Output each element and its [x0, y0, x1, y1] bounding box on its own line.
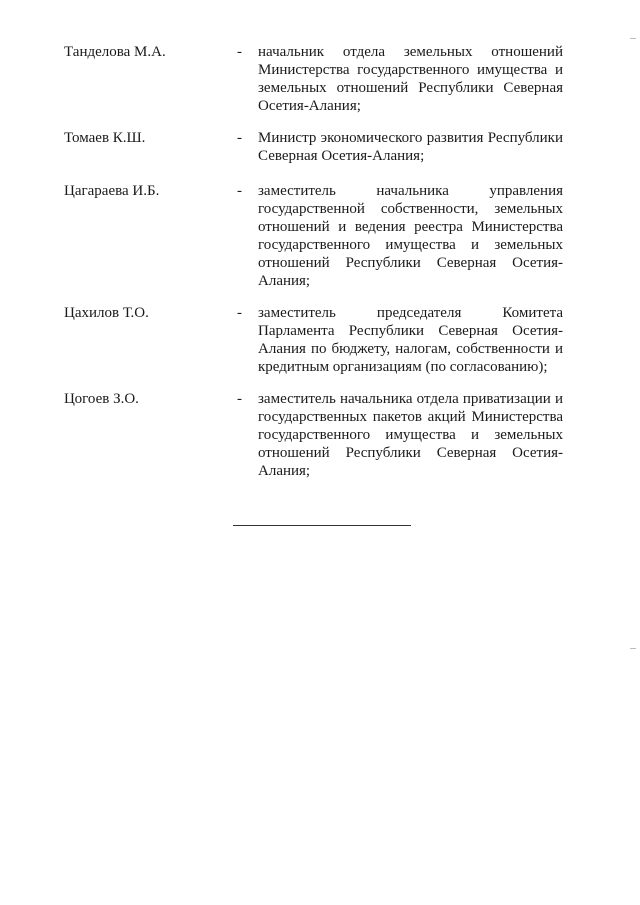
member-name: Цогоев З.О.: [64, 391, 139, 407]
member-dash: -: [237, 130, 242, 146]
member-dash: -: [237, 44, 242, 60]
member-name: Цагараева И.Б.: [64, 183, 160, 199]
member-position: заместитель начальника управления государственной собственности, земельных отношений и ведения реестра Министерства государственного имущества и земельных отношений Республики Северная Осетия-Алания;: [258, 183, 563, 289]
member-position: заместитель председателя Комитета Парламента Республики Северная Осетия-Алания по бюджету, налогам, собственности и кредитным организациям (по согласованию);: [258, 305, 563, 375]
member-position: заместитель начальника отдела приватизации и государственных пакетов акций Министерства государственного имущества и земельных отношений Республики Северная Осетия-Алания;: [258, 391, 563, 479]
member-name: Цахилов Т.О.: [64, 305, 149, 321]
scan-edge-mark: [630, 648, 636, 649]
member-dash: -: [237, 305, 242, 321]
member-name: Танделова М.А.: [64, 44, 166, 60]
member-dash: -: [237, 183, 242, 199]
scan-edge-mark: [630, 38, 636, 39]
member-dash: -: [237, 391, 242, 407]
member-name: Томаев К.Ш.: [64, 130, 146, 146]
member-position: Министр экономического развития Республики Северная Осетия-Алания;: [258, 130, 563, 164]
member-position: начальник отдела земельных отношений Министерства государственного имущества и земельных отношений Республики Северная Осетия-Алания;: [258, 44, 563, 114]
closing-rule: [233, 525, 411, 526]
